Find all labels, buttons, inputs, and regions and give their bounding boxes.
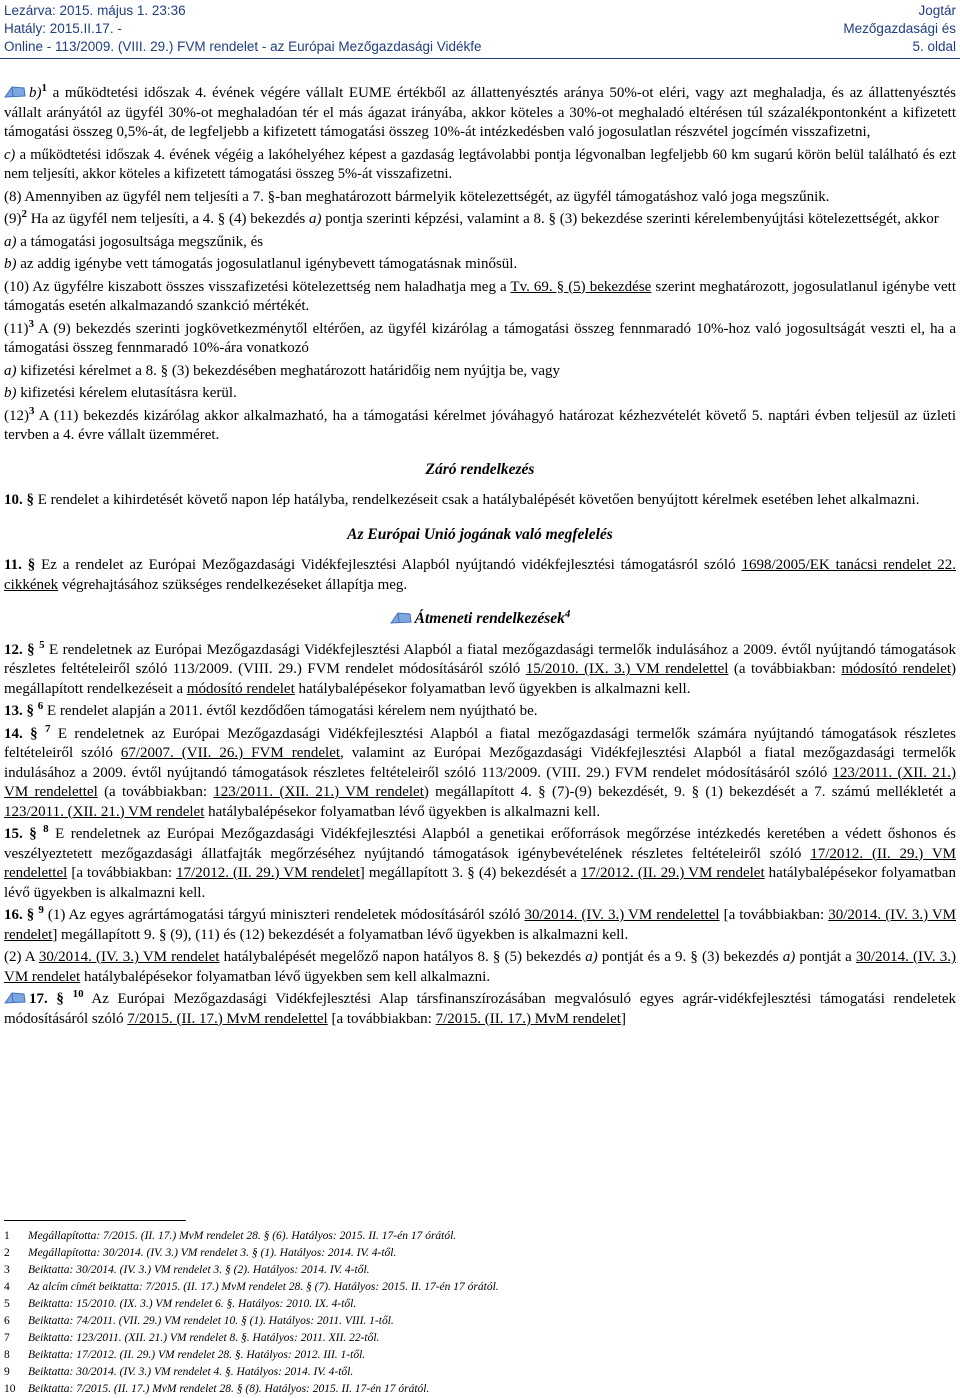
law-link[interactable]: 17/2012. (II. 29.) VM rendelet [176, 865, 360, 881]
text: pontja szerinti képzési, valamint a 8. § (3) bekezdése szerinti kérelembenyújtási kötelezettségét, akkor [321, 211, 939, 227]
text: végrehajtásához szükséges rendelkezéseket állapítja meg. [58, 576, 408, 593]
text: E rendelet alapján a 2011. évtől kezdődően támogatási kérelem nem nyújtható be. [43, 703, 538, 719]
law-link[interactable]: 123/2011. (XII. 21.) VM rendelet [213, 784, 424, 800]
item-label: b) [29, 85, 42, 101]
paragraph-8: (8) Amennyiben az ügyfél nem teljesíti a 7. §-ban meghatározott bármelyik kötelezettségét, az ügyfél támogatáshoz való joga megszűnik. [4, 188, 830, 205]
law-link[interactable]: módosító rendelet [841, 661, 951, 677]
item-label: a) [308, 211, 322, 227]
section-number: 17. § [29, 991, 64, 1007]
header-product: Jogtár [918, 3, 956, 18]
footnote-text: Megállapította: 7/2015. (II. 17.) MvM rendelet 28. § (6). Hatályos: 2015. II. 17-én 17 órától. [28, 1230, 457, 1242]
text: (9) [4, 211, 22, 227]
footnote [4, 1228, 944, 1245]
header-divider [0, 58, 960, 59]
text: Ez a rendelet az Európai Mezőgazdasági Vidékfejlesztési Alapból nyújtandó vidékfejlesztési támogatásról szóló [35, 557, 742, 573]
footnote-text: Beiktatta: 17/2012. (II. 29.) VM rendelet 28. §. Hatályos: 2012. III. 1-től. [28, 1349, 366, 1361]
footnote-number: 4 [4, 1281, 10, 1293]
item-label: a) [782, 949, 796, 965]
section-number: 14. § [4, 725, 38, 742]
paragraph-c [4, 146, 956, 185]
note-icon[interactable] [4, 991, 26, 1005]
footnote-text: Beiktatta: 123/2011. (XII. 21.) VM rendelet 8. §. Hatályos: 2011. XII. 22-től. [28, 1332, 380, 1344]
footnote-number: 10 [4, 1383, 16, 1395]
text: E rendelet a kihirdetését követő napon lép hatályba, rendelkezéseit csak a hatálybalépését követően benyújtott kérelmek esetében lehet alkalmazni. [34, 492, 920, 508]
section-heading-closing: Záró rendelkezés [425, 460, 535, 478]
paragraph-b [4, 84, 956, 143]
item-label: a) [4, 233, 17, 250]
text: , valamint az Európai Mezőgazdasági Vidékfejlesztési Alapból a fiatal mezőgazdasági termelők indulásához a 2009. évtől nyújtandó támogatások részletes feltételeiről szóló 113/2009. (VIII. 29.) FVM rendelet módosításáról szóló [4, 745, 957, 781]
text: hatálybalépésekor folyamatban lévő ügyekben is alkalmazni kell. [4, 865, 956, 901]
header-left [4, 2, 482, 56]
text: a működtetési időszak 4. évének végéig a lakóhelyéhez képest a gazdaság legtávolabbi pontja légvonalban legfeljebb 60 km sugarú körön belül található és ezt nem teljesíti, akkor köteles a kifizetett támogatási összeg 5%-át visszafizetni. [4, 146, 956, 182]
text: (1) Az egyes agrártámogatási tárgyú miniszteri rendeletek módosításáról szóló [43, 907, 525, 923]
section-16-2 [4, 948, 956, 987]
footnote-ref[interactable]: 6 [37, 700, 44, 712]
item-label: c) [4, 146, 16, 163]
footnote [4, 1262, 944, 1279]
header-closed-date: Lezárva: 2015. május 1. 23:36 [4, 3, 186, 18]
section-number: 12. § [4, 641, 35, 658]
paragraph-12 [4, 404, 956, 446]
footnote [4, 1364, 944, 1381]
footnote-ref[interactable]: 3 [29, 404, 35, 417]
footnote [4, 1330, 944, 1347]
text: A (11) bekezdés kizárólag akkor alkalmazható, ha a támogatási kérelmet jóváhagyó határozat kézhezvételét követő 5. naptári évben teljesül az üzleti tervben a 4. évre vállalt üzemméret. [4, 407, 956, 443]
header-validity: Hatály: 2015.II.17. - [4, 21, 122, 36]
paragraph-9b [4, 255, 956, 275]
document-body [4, 84, 956, 1032]
section-16 [4, 906, 956, 945]
paragraph-11b [4, 384, 956, 404]
text: (a továbbiakban: [97, 784, 214, 800]
text: ] megállapított 9. § (9), (11) és (12) bekezdését a folyamatban lévő ügyekben is alkalmazni kell. [52, 926, 629, 943]
footnote [4, 1279, 944, 1296]
law-link[interactable]: 30/2014. (IV. 3.) VM rendelet [38, 949, 220, 965]
section-17 [4, 990, 956, 1029]
footnote-ref[interactable]: 2 [21, 208, 27, 220]
text: Az Európai Mezőgazdasági Vidékfejlesztési Alap társfinanszírozásában megvalósuló egyes agrár-vidékfejlesztési támogatási rendeletek módosításáról szóló [4, 991, 957, 1027]
footnote-number: 7 [4, 1332, 10, 1344]
header-doc-title: Online - 113/2009. (VIII. 29.) FVM rendelet - az Európai Mezőgazdasági Vidékfe [4, 39, 482, 54]
law-link[interactable]: 123/2011. (XII. 21.) VM rendelet [4, 803, 205, 820]
footnote-ref[interactable]: 3 [28, 317, 34, 330]
note-icon[interactable] [390, 611, 412, 625]
heading-text: Átmeneti rendelkezések [414, 610, 565, 627]
section-heading-eu-compliance: Az Európai Unió jogának való megfelelés [347, 525, 613, 543]
text: E rendeletnek az Európai Mezőgazdasági Vidékfejlesztési Alapból a genetikai erőforrások megőrzése intézkedés keretében a védett őshonos és veszélyeztetett mezőgazdasági állatfajták megőrzéséhez nyújtandó támogatások igénybevételének részletes feltételeiről szóló [4, 826, 956, 862]
footnote-ref[interactable]: 4 [564, 607, 571, 620]
section-14 [4, 722, 957, 823]
text: (12) [4, 407, 29, 424]
footnote-text: Beiktatta: 30/2014. (IV. 3.) VM rendelet 3. § (2). Hatályos: 2014. IV. 4-től. [28, 1264, 370, 1276]
text: a támogatási jogosultsága megszűnik, és [16, 233, 264, 250]
footnote-number: 5 [4, 1298, 10, 1310]
paragraph-11a [4, 362, 956, 382]
text: hatálybalépését megelőző napon hatályos 8. § (5) bekezdés [219, 949, 586, 965]
law-link[interactable]: 30/2014. (IV. 3.) VM rendelet [4, 907, 957, 943]
footnote-ref[interactable]: 7 [44, 722, 51, 735]
header-page-number: 5. oldal [912, 39, 956, 54]
law-link[interactable]: 15/2010. (IX. 3.) VM rendelettel [525, 661, 729, 677]
paragraph-10 [4, 278, 956, 317]
law-link[interactable]: 67/2007. (VII. 26.) FVM rendelet [120, 745, 341, 761]
text: hatálybalépésekor folyamatban levő ügyekben is alkalmazni kell. [294, 680, 691, 697]
paragraph-11 [4, 317, 956, 359]
text: E rendeletnek az Európai Mezőgazdasági Vidékfejlesztési Alapból a fiatal mezőgazdasági termelők számára nyújtandó támogatások részletes feltételeiről szóló [4, 725, 956, 761]
footnote-text: Beiktatta: 30/2014. (IV. 3.) VM rendelet 4. §. Hatályos: 2014. IV. 4-től. [28, 1366, 354, 1378]
paragraph-9a [4, 233, 956, 253]
footnotes [4, 1228, 944, 1398]
law-link[interactable]: módosító rendelet [186, 680, 295, 697]
law-link[interactable]: 30/2014. (IV. 3.) VM rendelet [4, 949, 956, 985]
footnote [4, 1296, 944, 1313]
footnote [4, 1313, 944, 1330]
item-label: a) [585, 949, 598, 965]
section-number: 10. § [4, 492, 34, 508]
law-link[interactable]: 1698/2005/EK tanácsi rendelet 22. cikkének [4, 557, 956, 593]
section-11 [4, 556, 956, 595]
text: E rendeletnek az Európai Mezőgazdasági Vidékfejlesztési Alapból a fiatal mezőgazdasági termelők indulásához a 2009. évtől nyújtandó támogatások részletes feltételeiről szóló 113/2009. (VIII. 29.) FVM rendelet módosításáról szóló [4, 641, 957, 677]
footnote [4, 1381, 944, 1398]
text: ) megállapított 4. § (7)-(9) bekezdését, 9. § (1) bekezdését a 7. számú mellékletét a [423, 784, 956, 800]
text: a működtetési időszak 4. évének végére vállalt EUME értékből az állattenyésztés aránya 50%-ot eléri, vagy azt meghaladja, és az állattenyésztés vállalt arányától az ügyfél 30%-ot meghaladóan tér el más ágazat irányába, akkor köteles a 30%-ot meghaladó eltérésen túl százalékpontonként a kifizetett támogatási összeg 0,5%-át, de legfeljebb a kifizetett támogatási összeg 10%-át intézkedésben való jogosulatlan részvétel jogcímén visszafizetni, [4, 85, 956, 140]
text: [a továbbiakban: [67, 865, 177, 881]
footnote-ref[interactable]: 8 [43, 823, 49, 835]
text: hatálybalépésekor folyamatban lévő ügyekben sem kell alkalmazni. [80, 968, 491, 985]
text: A (9) bekezdés szerinti jogkövetkezménytől eltérően, az ügyfél kizárólag a támogatási összeg fennmaradó 10%-hoz való jogosultságát veszti el, ha a támogatási összeg fennmaradó 10%-ára vonatkozó [4, 320, 956, 356]
text: (11) [4, 320, 29, 337]
section-10 [4, 491, 956, 511]
section-heading-transitional [4, 609, 956, 629]
text: Ha az ügyfél nem teljesíti, a 4. § (4) bekezdés [27, 211, 309, 227]
footnote-text: Beiktatta: 7/2015. (II. 17.) MvM rendelet 28. § (8). Hatályos: 2015. II. 17-én 17 órától. [28, 1383, 430, 1395]
header-category: Mezőgazdasági és [843, 21, 956, 36]
footnote [4, 1245, 944, 1262]
text: az addig igénybe vett támogatás jogosulatlanul igénybevett támogatásnak minősül. [16, 256, 518, 272]
note-icon[interactable] [4, 85, 26, 99]
text: (10) Az ügyfélre kiszabott összes visszafizetési kötelezettség nem haladhatja meg a [4, 278, 511, 295]
footnote-text: Az alcím címét beiktatta: 7/2015. (II. 17.) MvM rendelet 28. § (7). Hatályos: 2015. II. 17-én 17 órától. [28, 1281, 499, 1293]
footnote-ref[interactable]: 5 [39, 638, 45, 651]
text: pontját és a 9. § (3) bekezdés [597, 949, 783, 965]
paragraph-9 [4, 210, 956, 230]
section-13 [4, 702, 956, 722]
section-number: 15. § [4, 826, 37, 842]
section-number: 13. § [4, 703, 34, 719]
text: [a továbbiakban: [719, 907, 829, 923]
item-label: b) [4, 385, 17, 401]
footnote-number: 8 [4, 1349, 10, 1361]
footnote-text: Megállapította: 30/2014. (IV. 3.) VM rendelet 3. § (1). Hatályos: 2014. IV. 4-től. [28, 1247, 397, 1259]
footnote [4, 1347, 944, 1364]
item-label: b) [4, 256, 17, 272]
footnote-ref[interactable]: 10 [72, 988, 84, 1000]
page-header [0, 0, 960, 56]
footnote-number: 2 [4, 1247, 10, 1259]
text: [a továbbiakban: [327, 1010, 436, 1027]
footnote-number: 3 [4, 1264, 10, 1276]
footnote-number: 6 [4, 1315, 10, 1327]
section-number: 16. § [4, 907, 35, 923]
text: szerint meghatározott, jogosulatlanul igénybe vett támogatás esetén alkalmazandó szankció mértékét. [4, 278, 956, 314]
law-link[interactable]: 30/2014. (IV. 3.) VM rendelettel [524, 907, 720, 923]
text: ] [620, 1010, 626, 1027]
law-link[interactable]: 7/2015. (II. 17.) MvM rendelettel [127, 1010, 328, 1027]
law-link[interactable]: 7/2015. (II. 17.) MvM rendelet [435, 1010, 621, 1027]
footnote-ref[interactable]: 9 [38, 904, 44, 916]
law-link[interactable]: 17/2012. (II. 29.) VM rendelet [580, 865, 765, 881]
footnote-number: 1 [4, 1230, 10, 1242]
section-15 [4, 825, 956, 903]
footnote-divider [4, 1220, 186, 1221]
law-link[interactable]: 17/2012. (II. 29.) VM rendelettel [4, 845, 957, 881]
footnote-ref[interactable]: 1 [41, 82, 47, 94]
text: (2) A [4, 949, 39, 965]
text: kifizetési kérelmet a 8. § (3) bekezdésében meghatározott határidőig nem nyújtja be, vagy [16, 362, 561, 379]
footnote-text: Beiktatta: 74/2011. (VII. 29.) VM rendelet 10. § (1). Hatályos: 2011. VIII. 1-től. [28, 1315, 394, 1327]
section-number: 11. § [4, 557, 36, 573]
header-right [843, 2, 956, 56]
text: kifizetési kérelem elutasításra kerül. [16, 385, 237, 401]
law-link[interactable]: Tv. 69. § (5) bekezdése [510, 278, 652, 295]
footnote-number: 9 [4, 1366, 10, 1378]
section-12 [4, 638, 957, 700]
text: ) megállapított rendelkezéseit a [4, 661, 956, 697]
footnote-text: Beiktatta: 15/2010. (IX. 3.) VM rendelet 6. §. Hatályos: 2010. IX. 4-től. [28, 1298, 357, 1310]
text: hatálybalépésekor folyamatban lévő ügyekben is alkalmazni kell. [204, 803, 601, 820]
law-link[interactable]: 123/2011. (XII. 21.) VM rendelettel [4, 764, 956, 800]
item-label: a) [4, 362, 17, 379]
text: ] megállapított 3. § (4) bekezdését a [359, 865, 581, 881]
text: (a továbbiakban: [728, 661, 842, 677]
text: pontját a [795, 949, 856, 965]
